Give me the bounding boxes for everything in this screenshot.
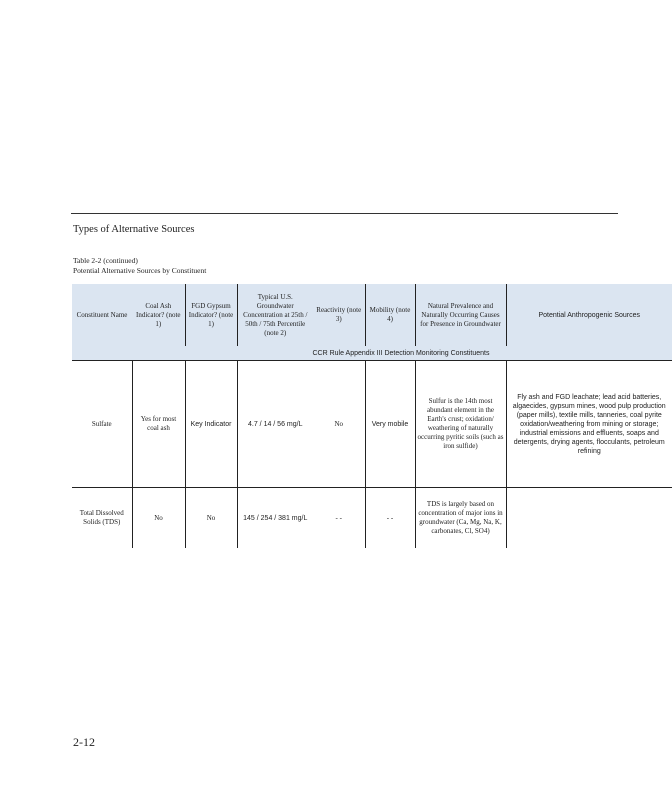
cell-concentration: 4.7 / 14 / 56 mg/L: [237, 361, 313, 488]
band-label: CCR Rule Appendix III Detection Monitoring Constituents: [72, 346, 672, 361]
cell-anthropogenic: Fly ash and FGD leachate; lead acid batteries, algaecides, gypsum mines, wood pulp production (paper mills), textile mills, tanneries, coal pyrite oxidation/weathering from mining or storage; industrial emissions and effluents, soaps and detergents, drying agents, flocculants, petroleum refining: [506, 361, 672, 488]
header-reactivity: Reactivity (note 3): [313, 284, 365, 346]
cell-name: Sulfate: [72, 361, 132, 488]
page-number: 2-12: [73, 735, 95, 749]
header-fgd-gypsum: FGD Gypsum Indicator? (note 1): [185, 284, 237, 346]
cell-coal-ash: Yes for most coal ash: [132, 361, 185, 488]
band-row: [72, 346, 672, 361]
caption-line-2: Potential Alternative Sources by Constituent: [73, 266, 207, 275]
header-concentration: Typical U.S. Groundwater Concentration at 25th / 50th / 75th Percentile (note 2): [237, 284, 313, 346]
header-natural: Natural Prevalence and Naturally Occurring Causes for Presence in Groundwater: [415, 284, 506, 346]
cell-name: Total Dissolved Solids (TDS): [72, 488, 132, 549]
cell-mobility: Very mobile: [365, 361, 415, 488]
header-mobility: Mobility (note 4): [365, 284, 415, 346]
cell-concentration: 145 / 254 / 381 mg/L: [243, 514, 308, 522]
header-rule: [71, 213, 618, 214]
header-coal-ash: Coal Ash Indicator? (note 1): [132, 284, 185, 346]
table-container: [72, 284, 666, 552]
header-anthropogenic: Potential Anthropogenic Sources: [506, 284, 672, 346]
section-title: Types of Alternative Sources: [73, 224, 195, 235]
cell-coal-ash: No: [132, 488, 185, 549]
table-row: [72, 361, 672, 488]
table-row: [72, 488, 672, 549]
header-constituent: Constituent Name: [72, 284, 132, 346]
cell-natural: TDS is largely based on concentration of major ions in groundwater (Ca, Mg, Na, K, carbonates, Cl, SO4): [415, 488, 506, 549]
caption-line-1: Table 2-2 (continued): [73, 256, 138, 265]
table-caption: [73, 256, 206, 276]
cell-reactivity: - -: [313, 488, 365, 549]
cell-fgd: No: [185, 488, 237, 549]
alternative-sources-table: [72, 284, 672, 548]
cell-anthropogenic: [506, 488, 672, 549]
cell-mobility: - -: [365, 488, 415, 549]
cell-reactivity: No: [313, 361, 365, 488]
cell-natural: Sulfur is the 14th most abundant element in the Earth's crust; oxidation/ weathering of naturally occurring pyritic soils (such as iron sulfide): [415, 361, 506, 488]
cell-fgd: Key Indicator: [185, 361, 237, 488]
header-row: [72, 284, 672, 346]
